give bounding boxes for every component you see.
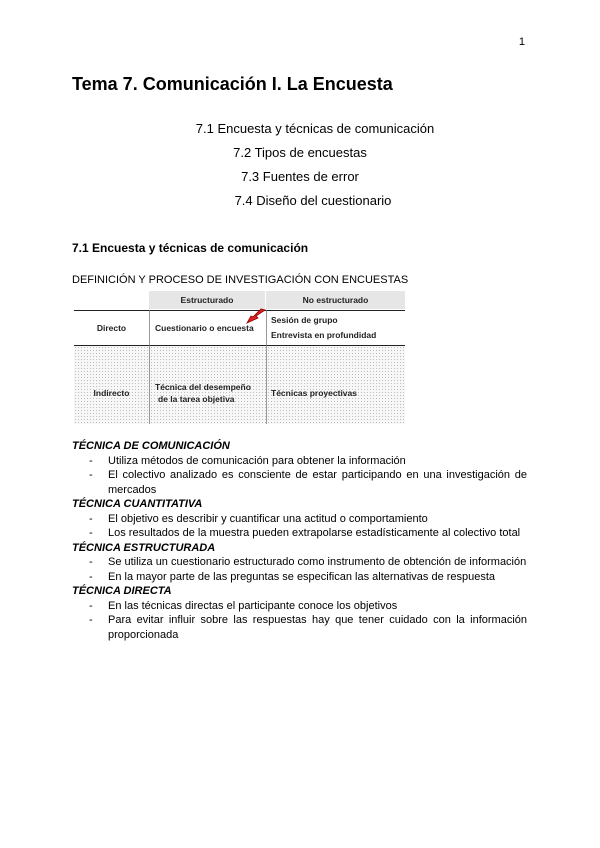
bullet-list <box>72 454 527 498</box>
technique-title: TÉCNICA CUANTITATIVA <box>72 498 203 510</box>
bullet-list <box>72 599 527 643</box>
technique-title: TÉCNICA DIRECTA <box>72 585 172 597</box>
toc-item: 7.1 Encuesta y técnicas de comunicación <box>195 121 435 136</box>
techniques-list <box>72 439 527 642</box>
row-label-indirect: Indirecto <box>74 346 149 424</box>
cell-line: Entrevista en profundidad <box>271 330 377 340</box>
technique-section <box>72 439 527 497</box>
cell-line: Técnica del desempeño <box>155 382 251 392</box>
toc-item: 7.4 Diseño del cuestionario <box>234 193 392 208</box>
page-title: Tema 7. Comunicación I. La Encuesta <box>72 74 393 94</box>
list-item: - El colectivo analizado es consciente de estar participando en una investigación de mercados <box>72 468 527 497</box>
technique-title: TÉCNICA ESTRUCTURADA <box>72 541 216 554</box>
list-item: - Utiliza métodos de comunicación para obtener la información <box>72 454 527 469</box>
cell-direct-structured: Cuestionario o encuesta <box>149 310 266 346</box>
list-item: - El objetivo es describir y cuantificar una actitud o comportamiento <box>72 512 527 527</box>
list-item: - En la mayor parte de las preguntas se especifican las alternativas de respuesta <box>72 570 527 585</box>
section-heading: 7.1 Encuesta y técnicas de comunicación <box>72 241 309 255</box>
technique-title: TÉCNICA DE COMUNICACIÓN <box>72 440 230 452</box>
row-label-direct: Directo <box>74 310 149 346</box>
figure-title: DEFINICIÓN Y PROCESO DE INVESTIGACIÓN CON ENCUESTAS <box>72 274 409 286</box>
cell-indirect-unstructured: Técnicas proyectivas <box>266 346 405 424</box>
bullet-list <box>72 512 527 541</box>
technique-section <box>72 541 527 585</box>
list-item: - En las técnicas directas el participante conoce los objetivos <box>72 599 527 614</box>
cell-indirect-structured <box>149 346 266 424</box>
toc-item: 7.2 Tipos de encuestas <box>233 145 367 160</box>
toc-item: 7.3 Fuentes de error <box>241 169 359 184</box>
bullet-list <box>72 555 527 584</box>
cell-line: Sesión de grupo <box>271 315 338 325</box>
list-item: - Se utiliza un cuestionario estructurado como instrumento de obtención de información <box>72 555 527 570</box>
list-item: - Los resultados de la muestra pueden extrapolarse estadísticamente al colectivo total <box>72 526 527 541</box>
page-number: 1 <box>518 36 525 48</box>
list-item: - Para evitar influir sobre las respuestas hay que tener cuidado con la información proporcionada <box>72 613 527 642</box>
technique-section <box>72 584 527 642</box>
cell-line: de la tarea objetiva <box>158 394 235 404</box>
column-header-structured: Estructurado <box>149 291 265 309</box>
table-of-contents <box>0 120 600 216</box>
cell-direct-unstructured <box>266 310 405 346</box>
research-matrix-figure <box>74 290 405 424</box>
column-header-unstructured: No estructurado <box>266 291 405 309</box>
red-arrow-icon <box>244 308 266 326</box>
technique-section <box>72 497 527 541</box>
